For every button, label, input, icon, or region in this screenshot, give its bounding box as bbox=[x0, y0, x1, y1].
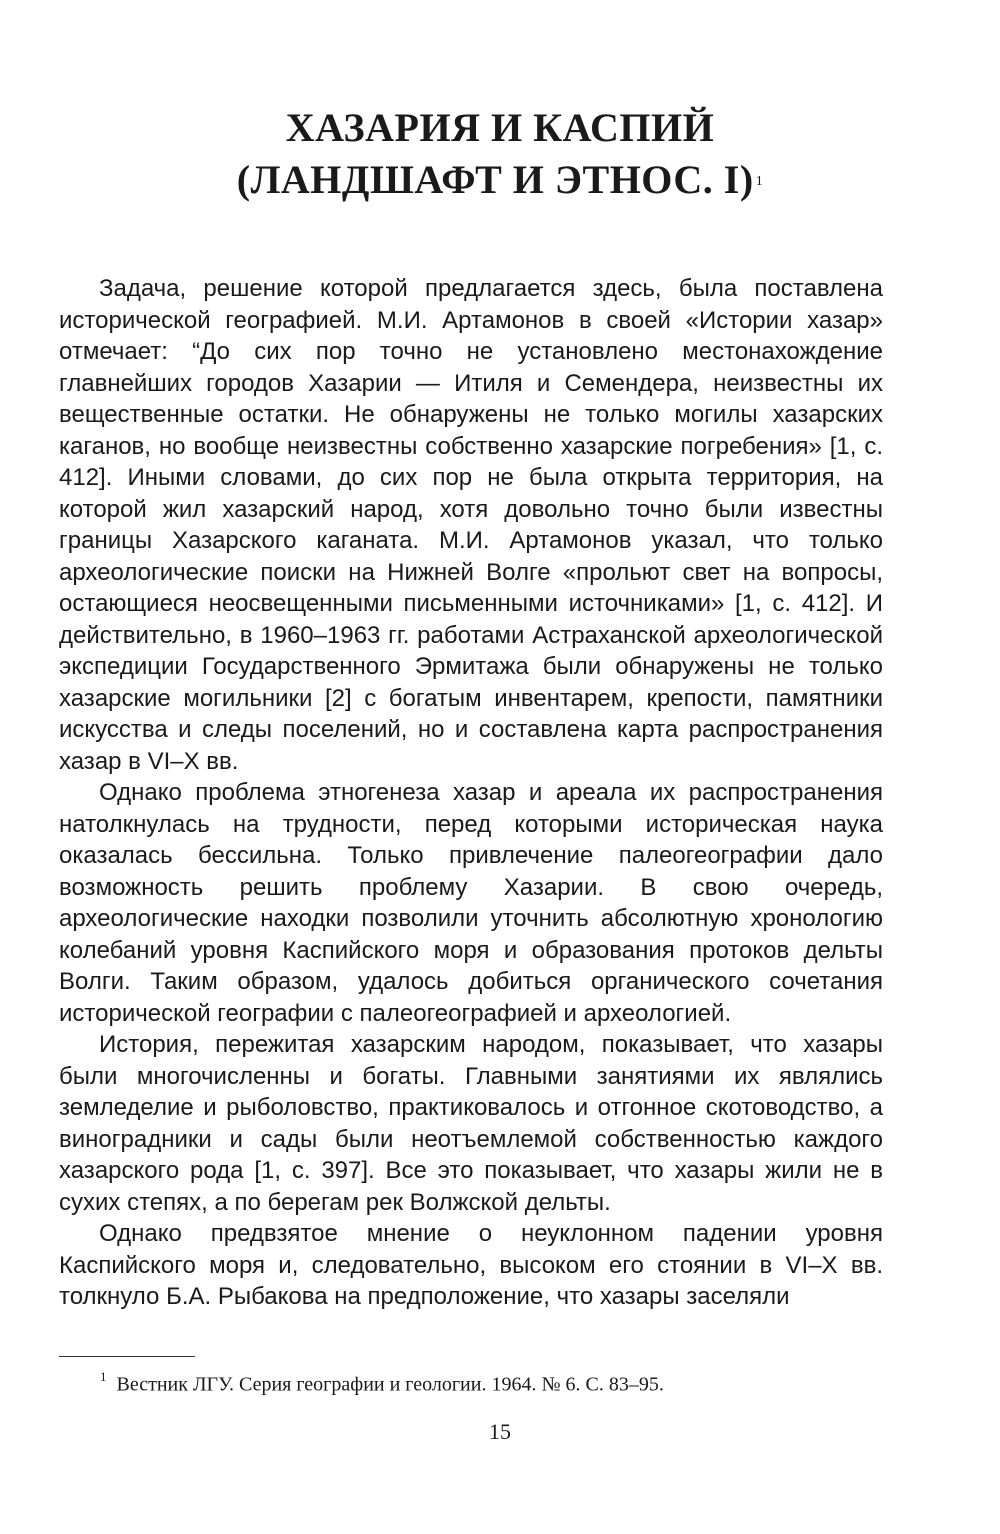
main-text bbox=[59, 273, 883, 1313]
footnote-text: Вестник ЛГУ. Серия географии и геологии. 1964. № 6. С. 83–95. bbox=[116, 1373, 664, 1396]
footnote-number: 1 bbox=[100, 1369, 107, 1384]
footnote-separator bbox=[59, 1356, 195, 1357]
footnote bbox=[100, 1366, 664, 1398]
chapter-subtitle-text: (ЛАНДШАФТ И ЭТНОС. I) bbox=[236, 157, 754, 202]
chapter-title-line-1 bbox=[0, 104, 1000, 152]
paragraph-1: Задача, решение которой предлагается здесь, была поставлена исторической географией. М.И. Артамонов в своей «Истории хазар» отмечает: “До сих пор точно не установлено местонахождение главнейших городов Хазарии — Итиля и Семендера, неизвестны их вещественные остатки. Не обнаружены не только могилы хазарских каганов, но вообще неизвестны собственно хазарские погребения» [1, с. 412]. Иными словами, до сих пор не была открыта территория, на которой жил хазарский народ, хотя довольно точно были известны границы Хазарского каганата. М.И. Артамонов указал, что только археологические поиски на Нижней Волге «прольют свет на вопросы, остающиеся неосвещенными письменными источниками» [1, с. 412]. И действительно, в 1960–1963 гг. работами Астраханской археологической экспедиции Государственного Эрмитажа были обнаружены не только хазарские могильники [2] с богатым инвентарем, крепости, памятники искусства и следы поселений, но и составлена карта распространения хазар в VI–X вв. bbox=[59, 275, 883, 775]
chapter-title-line-2 bbox=[0, 156, 1000, 204]
paragraph-2: Однако проблема этногенеза хазар и ареала их распространения натолкнулась на трудности, перед которыми историческая наука оказалась бессильна. Только привлечение палеогеографии дало возможность решить проблему Хазарии. В свою очередь, археологические находки позволили уточнить абсолютную хронологию колебаний уровня Каспийского моря и образования протоков дельты Волги. Таким образом, удалось добиться органического сочетания исторической географии с палеогеографией и археологией. bbox=[59, 779, 883, 1027]
page-number: 15 bbox=[489, 1419, 511, 1444]
paragraph-3: История, пережитая хазарским народом, показывает, что хазары были многочисленны и богаты. Главными занятиями их являлись земледелие и рыболовство, практиковалось и отгонное скотоводство, а виноградники и сады были неотъемлемой собственностью каждого хазарского рода [1, с. 397]. Все это показывает, что хазары жили не в сухих степях, а по берегам рек Волжской дельты. bbox=[59, 1031, 883, 1216]
footnote-reference-mark[interactable]: 1 bbox=[755, 174, 764, 189]
paragraph-4: Однако предвзятое мнение о неуклонном падении уровня Каспийского моря и, следовательно, высоком его стоянии в VI–X вв. толкнуло Б.А. Рыбакова на предположение, что хазары заселяли bbox=[59, 1220, 883, 1310]
chapter-title-text: ХАЗАРИЯ И КАСПИЙ bbox=[285, 105, 715, 150]
